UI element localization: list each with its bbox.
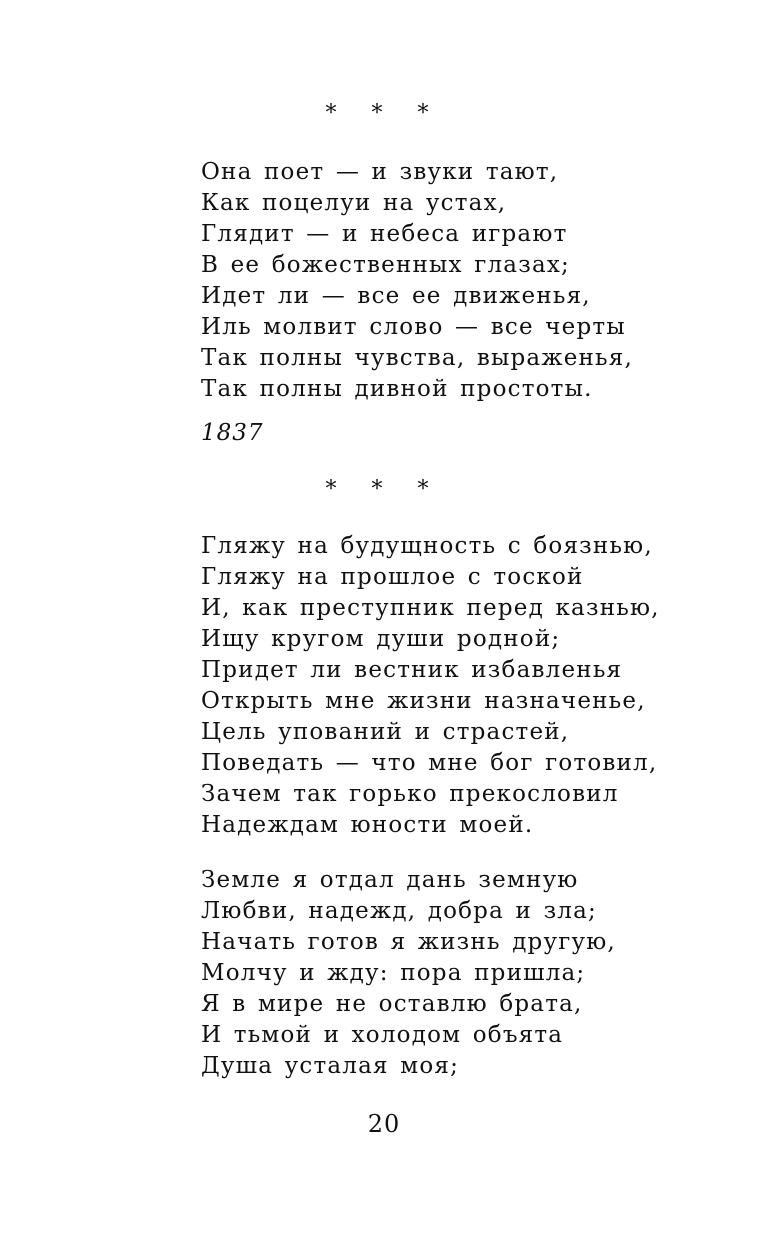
poem-line: Душа усталая моя; <box>201 1053 460 1079</box>
poem-line: Надеждам юности моей. <box>201 812 534 838</box>
poem-line: Так полны дивной простоты. <box>201 376 593 402</box>
poem-line: Как поцелуи на устах, <box>201 190 507 216</box>
poem2-stanza-2 <box>201 865 616 1082</box>
poem1-separator: * * * <box>325 101 443 126</box>
poem2-stanza-1 <box>201 531 660 841</box>
poem-line: Цель упований и страстей, <box>201 719 570 745</box>
poem-line: Гляжу на прошлое с тоской <box>201 564 584 590</box>
poem-line: И, как преступник перед казнью, <box>201 595 660 621</box>
poem-line: Поведать — что мне бог готовил, <box>201 750 658 776</box>
poem-line: Так полны чувства, выраженья, <box>201 345 633 371</box>
page-number: 20 <box>367 1110 401 1138</box>
poem-line: Идет ли — все ее движенья, <box>201 283 591 309</box>
poem-line: Она поет — и звуки тают, <box>201 159 559 185</box>
poem-line: Гляжу на будущность с боязнью, <box>201 533 653 559</box>
poem-line: Я в мире не оставлю брата, <box>201 991 583 1017</box>
poem-line: В ее божественных глазах; <box>201 252 570 278</box>
poem-line: Любви, надежд, добра и зла; <box>201 898 597 924</box>
poem-line: Иль молвит слово — все черты <box>201 314 626 340</box>
poem-line: Ищу кругом души родной; <box>201 626 561 652</box>
poem-line: Земле я отдал дань земную <box>201 867 579 893</box>
poem-line: Зачем так горько прекословил <box>201 781 619 807</box>
poem-line: Начать готов я жизнь другую, <box>201 929 616 955</box>
poem-line: Открыть мне жизни назначенье, <box>201 688 646 714</box>
poem1-date: 1837 <box>201 420 264 446</box>
poem-line: Придет ли вестник избавленья <box>201 657 623 683</box>
poem-line: И тьмой и холодом объята <box>201 1022 564 1048</box>
poem2-separator: * * * <box>325 477 443 502</box>
poem-line: Молчу и жду: пора пришла; <box>201 960 586 986</box>
poem1-stanza <box>201 157 633 405</box>
poem-line: Глядит — и небеса играют <box>201 221 568 247</box>
